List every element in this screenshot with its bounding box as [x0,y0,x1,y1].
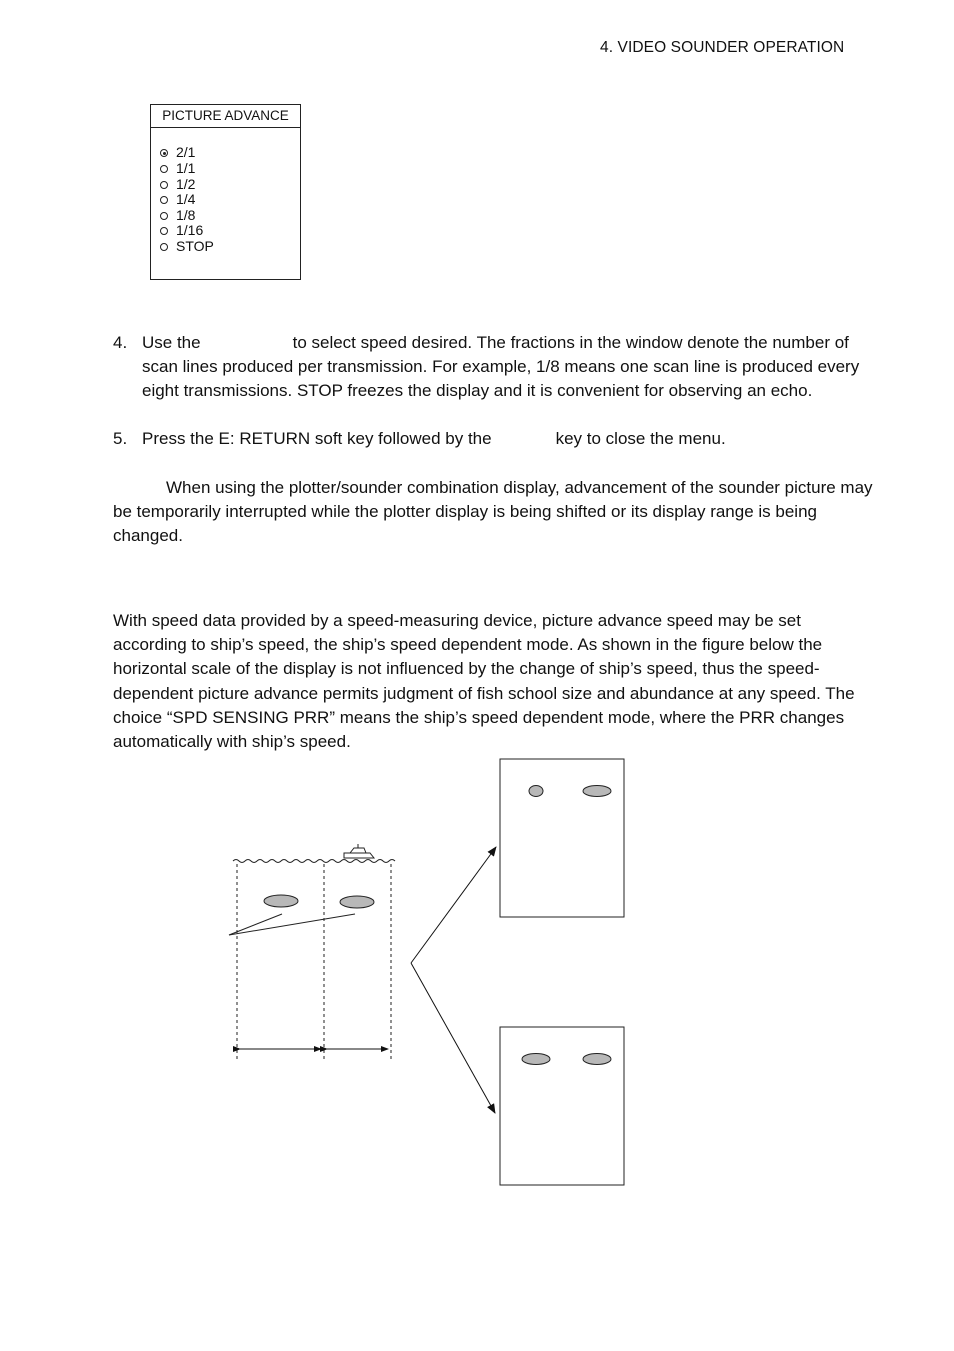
display-bottom [500,1027,624,1185]
step-5-text-start: Press the E: RETURN soft key followed by the [142,429,492,448]
option-1-2[interactable]: 1/2 [160,177,195,192]
step-5-text-rest: key to close the menu. [555,429,726,448]
section-header: 4. VIDEO SOUNDER OPERATION [600,39,845,56]
step-4-text-rest: to select speed desired. The fractions in the window denote the number of scan lines produced per transmission. For example, 1/8 means one scan line is produced every eight transmissions. STOP freezes the display and it is convenient for observing an echo. [142,333,860,401]
step-5-number: 5. [113,429,128,448]
sea-surface-line [233,860,395,863]
step-4-text-start: Use the [142,333,201,352]
arrow-to-top-display [411,847,496,963]
ship-icon [344,844,374,858]
display-top-echo-1 [529,786,543,797]
option-1-4[interactable]: 1/4 [160,192,195,207]
display-top-echo-2 [583,786,611,797]
option-stop[interactable]: STOP [160,239,214,254]
arrow-to-bottom-display [411,963,495,1113]
note-paragraph: When using the plotter/sounder combination display, advancement of the sounder picture may be temporarily interrupted while the plotter display is being shifted or its display range is being changed. [113,478,873,546]
leader-line-2 [229,914,355,935]
option-2-1[interactable]: 2/1 [160,145,195,160]
picture-advance-title: PICTURE ADVANCE [151,105,300,128]
display-top [500,759,624,917]
option-1-16[interactable]: 1/16 [160,223,203,238]
display-bottom-echo-1 [522,1054,550,1065]
display-bottom-echo-2 [583,1054,611,1065]
fish-school-2 [340,896,374,908]
speed-dependent-paragraph: With speed data provided by a speed-measuring device, picture advance speed may be set according to ship’s speed, the ship’s speed dependent mode. As shown in the figure below the horizontal scale of the display is not influenced by the change of ship’s speed, thus the speed-dependent picture advance permits judgment of fish school size and abundance at any speed. The choice “SPD SENSING PRR” means the ship’s speed dependent mode, where the PRR changes automatically with ship’s speed. [113,611,855,752]
option-1-8[interactable]: 1/8 [160,208,195,223]
option-1-1[interactable]: 1/1 [160,161,195,176]
fish-school-1 [264,895,298,907]
step-4-number: 4. [113,333,128,352]
